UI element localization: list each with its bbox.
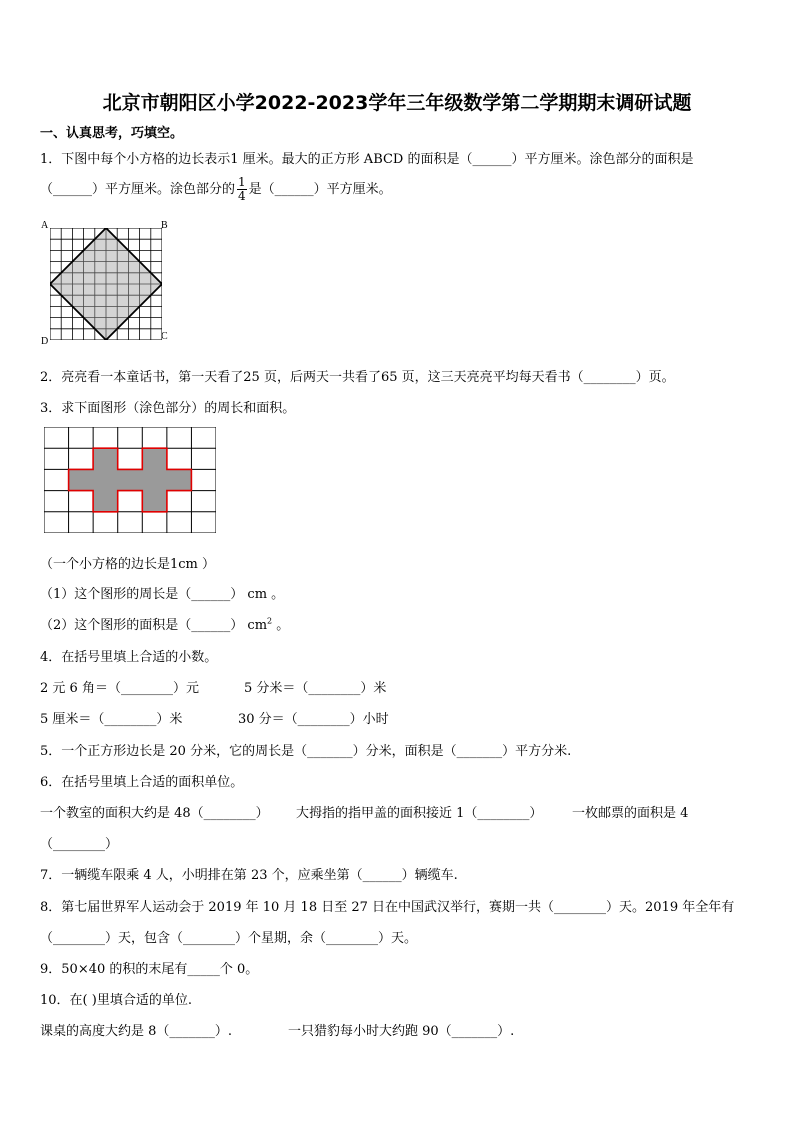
question-3-part-2: （2）这个图形的面积是（______） $cm^2$ 。 (40, 616, 290, 633)
section-heading: 一、认真思考，巧填空。 (40, 126, 184, 141)
question-7: 7．一辆缆车限乘 4 人，小明排在第 23 个，应乘坐第（______）辆缆车. (40, 868, 458, 883)
question-3: 3．求下面图形（涂色部分）的周长和面积。 (40, 401, 296, 416)
question-1-text-a: （______）平方厘米。涂色部分的 (40, 182, 236, 197)
shaded-red-outline-shape (69, 448, 192, 512)
question-8-line-2: （________）天，包含（________）个星期，余（________）天。 (40, 931, 418, 946)
shaded-inner-square (50, 228, 162, 340)
question-6-line-2: （________） (40, 837, 119, 852)
question-9: 9．50×40 的积的末尾有_____个 0。 (40, 962, 259, 977)
question-1-text-b: 是（______）平方厘米。 (248, 182, 392, 197)
question-6-line-1b: 大拇指的指甲盖的面积接近 1（________） (296, 806, 543, 821)
question-1-line-1: 1．下图中每个小方格的边长表示1 厘米。最大的正方形 ABCD 的面积是（______）平方厘米。涂色部分的面积是 (40, 152, 694, 167)
question-1-line-2 (40, 176, 392, 203)
question-10: 10．在( )里填合适的单位. (40, 993, 192, 1008)
question-4-row-1a: 2 元 6 角＝（________）元 (40, 681, 199, 696)
question-5: 5．一个正方形边长是 20 分米，它的周长是（_______）分米，面积是（_______）平方分米. (40, 744, 572, 759)
question-6-line-1c: 一枚邮票的面积是 4 (572, 806, 689, 821)
square-abcd-figure (50, 228, 162, 340)
question-10-line-1b: 一只猎豹每小时大约跑 90（_______）. (288, 1024, 515, 1039)
question-4-row-2a: 5 厘米＝（________）米 (40, 712, 183, 727)
shaded-shape-grid-figure (44, 427, 216, 533)
label-d: D (41, 336, 49, 347)
label-b: B (161, 220, 168, 231)
question-3-part-1: （1）这个图形的周长是（______） cm 。 (40, 587, 285, 602)
question-6: 6．在括号里填上合适的面积单位。 (40, 775, 244, 790)
question-10-line-1a: 课桌的高度大约是 8（_______）. (40, 1024, 233, 1039)
fraction-one-quarter: $\frac{1}{4}$ (238, 175, 246, 203)
question-4: 4．在括号里填上合适的小数。 (40, 650, 218, 665)
question-2: 2．亮亮看一本童话书，第一天看了25 页，后两天一共看了65 页，这三天亮亮平均每天看书（________）页。 (40, 370, 675, 385)
label-c: C (161, 331, 168, 342)
question-4-row-1b: 5 分米＝（________）米 (244, 681, 387, 696)
label-a: A (41, 220, 49, 231)
question-8-line-1: 8．第七届世界军人运动会于 2019 年 10 月 18 日至 27 日在中国武汉举行，赛期一共（________）天。2019 年全年有 (40, 900, 735, 915)
question-6-line-1a: 一个教室的面积大约是 48（________） (40, 806, 269, 821)
question-3-note: （一个小方格的边长是1cm ） (40, 557, 216, 572)
question-4-row-2b: 30 分＝（________）小时 (238, 712, 389, 727)
page-title: 北京市朝阳区小学2022-2023学年三年级数学第二学期期末调研试题 (102, 92, 692, 114)
